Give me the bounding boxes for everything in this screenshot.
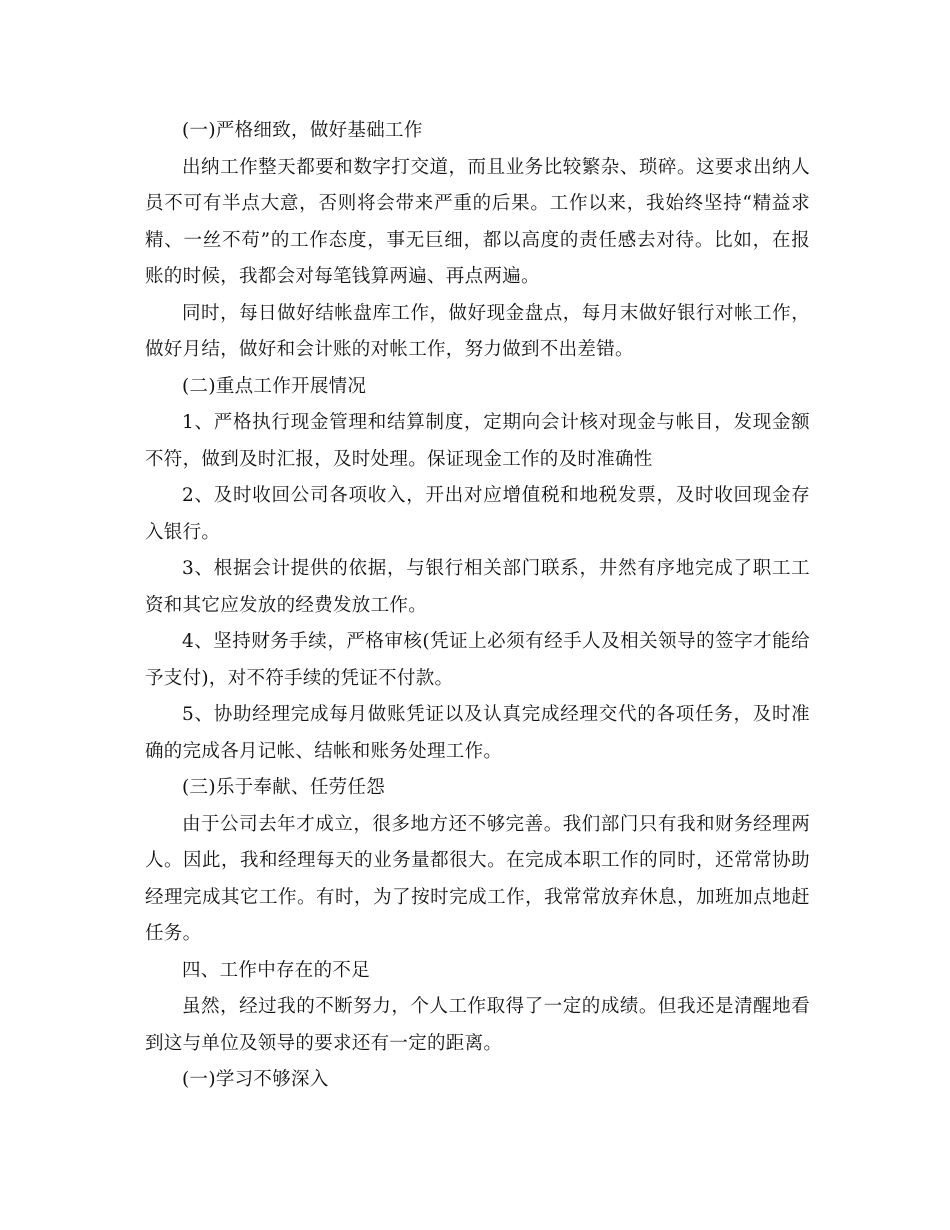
list-item: 5、协助经理完成每月做账凭证以及认真完成经理交代的各项任务，及时准确的完成各月记帐、结帐和账务处理工作。: [145, 704, 810, 762]
list-item: 1、严格执行现金管理和结算制度，定期向会计核对现金与帐目，发现金额不符，做到及时汇报，及时处理。保证现金工作的及时准确性: [145, 412, 810, 470]
section-heading: (三)乐于奉献、任劳任怨: [182, 777, 386, 798]
document-body: [145, 113, 810, 1099]
list-item: 2、及时收回公司各项收入，开出对应增值税和地税发票，及时收回现金存入银行。: [145, 485, 810, 543]
paragraph: 由于公司去年才成立，很多地方还不够完善。我们部门只有我和财务经理两人。因此，我和经理每天的业务量都很大。在完成本职工作的同时，还常常协助经理完成其它工作。有时，为了按时完成工作，我常常放弃休息，加班加点地赶任务。: [145, 813, 810, 944]
list-item: 3、根据会计提供的依据，与银行相关部门联系，井然有序地完成了职工工资和其它应发放的经费发放工作。: [145, 558, 810, 616]
section-heading: (一)严格细致，做好基础工作: [182, 120, 423, 141]
section-heading: 四、工作中存在的不足: [182, 959, 371, 981]
list-item: 4、坚持财务手续，严格审核(凭证上必须有经手人及相关领导的签字才能给予支付)，对不符手续的凭证不付款。: [145, 631, 810, 689]
section-heading: (一)学习不够深入: [182, 1069, 329, 1090]
paragraph: 出纳工作整天都要和数字打交道，而且业务比较繁杂、琐碎。这要求出纳人员不可有半点大意，否则将会带来严重的后果。工作以来，我始终坚持“精益求精、一丝不苟”的工作态度，事无巨细，都以高度的责任感去对待。比如，在报账的时候，我都会对每笔钱算两遍、再点两遍。: [145, 156, 810, 287]
paragraph: 同时，每日做好结帐盘库工作，做好现金盘点，每月末做好银行对帐工作，做好月结，做好和会计账的对帐工作，努力做到不出差错。: [145, 302, 810, 360]
section-heading: (二)重点工作开展情况: [182, 375, 367, 397]
paragraph: 虽然，经过我的不断努力，个人工作取得了一定的成绩。但我还是清醒地看到这与单位及领导的要求还有一定的距离。: [145, 996, 810, 1054]
